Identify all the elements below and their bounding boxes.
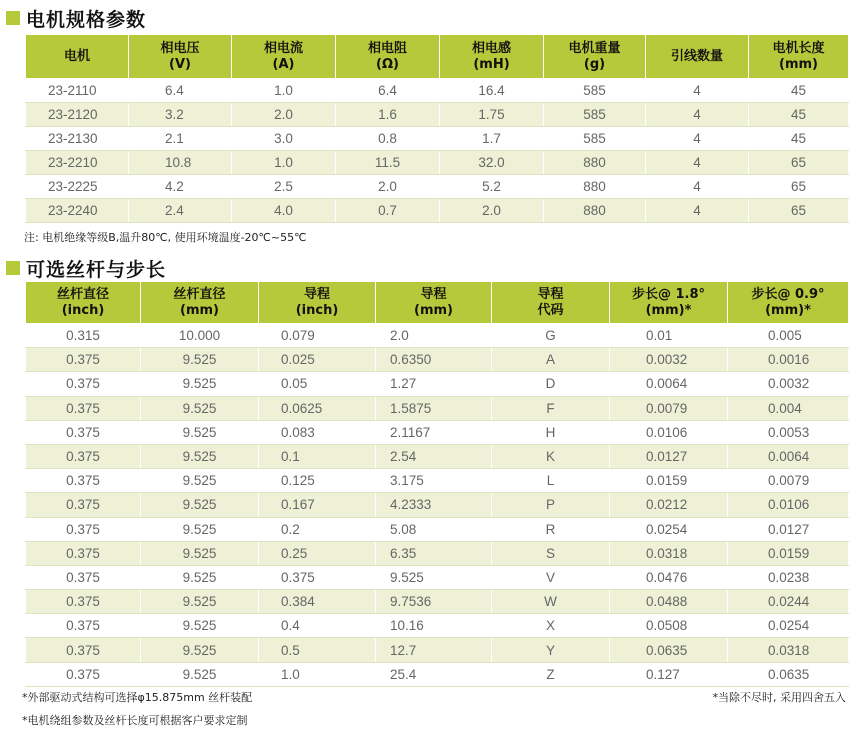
table-row xyxy=(26,348,849,372)
table-cell: 11.5 xyxy=(336,151,440,175)
table-cell: 0.375 xyxy=(26,469,141,493)
table-cell: 0.0053 xyxy=(728,420,849,444)
table-cell: 0.4 xyxy=(259,614,376,638)
table-cell: 0.0254 xyxy=(610,517,728,541)
table-cell: 65 xyxy=(749,175,849,199)
table-cell: 3.2 xyxy=(129,103,232,127)
table-cell: 0.375 xyxy=(26,614,141,638)
table-cell: 2.0 xyxy=(232,103,336,127)
table-cell: V xyxy=(492,565,610,589)
table-cell: 1.6 xyxy=(336,103,440,127)
table-cell: 0.2 xyxy=(259,517,376,541)
table-cell: H xyxy=(492,420,610,444)
table-row xyxy=(26,324,849,348)
screw-header-line1: 步长@ 1.8° xyxy=(631,286,706,302)
screw-note-left: *外部驱动式结构可选择φ15.875mm 丝杆装配 xyxy=(22,691,253,704)
table-cell: 0.004 xyxy=(728,396,849,420)
table-cell: 9.525 xyxy=(141,590,259,614)
table-cell: 9.525 xyxy=(141,614,259,638)
table-cell: 2.1167 xyxy=(376,420,492,444)
table-cell: 9.525 xyxy=(141,638,259,662)
table-row xyxy=(26,372,849,396)
table-cell: 2.5 xyxy=(232,175,336,199)
table-cell: 0.25 xyxy=(259,541,376,565)
table-cell: 2.1 xyxy=(129,127,232,151)
screw-header-line1: 丝杆直径 xyxy=(56,286,109,302)
motor-header-cell xyxy=(336,35,440,79)
table-cell: X xyxy=(492,614,610,638)
table-cell: 0.375 xyxy=(26,590,141,614)
table-cell: K xyxy=(492,444,610,468)
motor-header-cell xyxy=(646,35,749,79)
table-cell: 9.525 xyxy=(141,372,259,396)
table-cell: 880 xyxy=(544,151,646,175)
motor-header-cell xyxy=(544,35,646,79)
table-cell: P xyxy=(492,493,610,517)
table-cell: 4.2 xyxy=(129,175,232,199)
table-cell: 0.0244 xyxy=(728,590,849,614)
table-cell: 0.375 xyxy=(26,396,141,420)
table-cell: 0.6350 xyxy=(376,348,492,372)
screw-header-line1: 导程 xyxy=(303,286,330,302)
table-cell: 2.54 xyxy=(376,444,492,468)
table-cell: 0.8 xyxy=(336,127,440,151)
table-cell: 0.025 xyxy=(259,348,376,372)
motor-header-line1: 相电阻 xyxy=(367,40,407,56)
table-cell: F xyxy=(492,396,610,420)
table-cell: W xyxy=(492,590,610,614)
screw-header-line2: (inch) xyxy=(295,302,339,318)
table-row xyxy=(26,199,849,223)
table-cell: 2.0 xyxy=(376,324,492,348)
table-cell: 1.27 xyxy=(376,372,492,396)
screw-header-line1: 导程 xyxy=(537,286,564,302)
table-cell: 0.0625 xyxy=(259,396,376,420)
table-row xyxy=(26,493,849,517)
table-cell: 0.0079 xyxy=(610,396,728,420)
table-cell: 9.7536 xyxy=(376,590,492,614)
table-cell: 45 xyxy=(749,103,849,127)
table-cell: 1.75 xyxy=(440,103,544,127)
motor-header-cell xyxy=(440,35,544,79)
table-cell: 32.0 xyxy=(440,151,544,175)
table-cell: 65 xyxy=(749,199,849,223)
table-cell: 9.525 xyxy=(141,348,259,372)
table-row xyxy=(26,396,849,420)
table-cell: 9.525 xyxy=(141,517,259,541)
table-cell: 4 xyxy=(646,175,749,199)
lead-screw-table xyxy=(25,281,849,687)
screw-header-cell xyxy=(728,282,849,324)
table-cell: 9.525 xyxy=(141,444,259,468)
table-cell: 0.0079 xyxy=(728,469,849,493)
table-cell: 3.175 xyxy=(376,469,492,493)
table-cell: 9.525 xyxy=(141,420,259,444)
table-row xyxy=(26,638,849,662)
screw-header-line2: (mm)* xyxy=(645,302,692,318)
table-cell: 0.7 xyxy=(336,199,440,223)
table-cell: 3.0 xyxy=(232,127,336,151)
table-cell: 23-2120 xyxy=(26,103,129,127)
table-cell: S xyxy=(492,541,610,565)
table-cell: 585 xyxy=(544,103,646,127)
screw-note-bottom: *电机绕组参数及丝杆长度可根据客户要求定制 xyxy=(22,714,248,727)
table-cell: 0.0159 xyxy=(728,541,849,565)
table-cell: 16.4 xyxy=(440,79,544,103)
screw-header-line2: 代码 xyxy=(537,302,564,318)
motor-header-line1: 相电感 xyxy=(471,40,511,56)
screw-section-title xyxy=(4,256,166,280)
table-cell: 0.0106 xyxy=(728,493,849,517)
table-cell: 45 xyxy=(749,79,849,103)
table-row xyxy=(26,541,849,565)
table-cell: 880 xyxy=(544,175,646,199)
table-cell: 0.375 xyxy=(26,420,141,444)
table-cell: 0.0159 xyxy=(610,469,728,493)
table-cell: 45 xyxy=(749,127,849,151)
table-cell: 2.0 xyxy=(440,199,544,223)
table-cell: R xyxy=(492,517,610,541)
section-square-icon xyxy=(6,11,20,25)
table-cell: 0.0064 xyxy=(610,372,728,396)
table-cell: 2.0 xyxy=(336,175,440,199)
screw-header-line2: (mm)* xyxy=(765,302,811,318)
table-cell: 1.7 xyxy=(440,127,544,151)
table-cell: 6.4 xyxy=(336,79,440,103)
table-cell: 0.375 xyxy=(26,662,141,686)
motor-header-line2: (V) xyxy=(169,56,191,72)
table-cell: 10.16 xyxy=(376,614,492,638)
table-cell: 0.0032 xyxy=(728,372,849,396)
motor-header-line2: (Ω) xyxy=(376,56,399,72)
table-row xyxy=(26,662,849,686)
table-cell: 23-2210 xyxy=(26,151,129,175)
table-cell: 1.5875 xyxy=(376,396,492,420)
motor-header-line2: (A) xyxy=(272,56,295,72)
table-cell: Z xyxy=(492,662,610,686)
table-cell: 0.0635 xyxy=(728,662,849,686)
table-cell: 5.2 xyxy=(440,175,544,199)
table-cell: 2.4 xyxy=(129,199,232,223)
table-cell: 0.005 xyxy=(728,324,849,348)
screw-header-cell xyxy=(610,282,728,324)
table-cell: 25.4 xyxy=(376,662,492,686)
table-row xyxy=(26,79,849,103)
table-row xyxy=(26,614,849,638)
motor-header-cell xyxy=(232,35,336,79)
table-cell: 0.0318 xyxy=(728,638,849,662)
table-cell: G xyxy=(492,324,610,348)
screw-header-line2: (inch) xyxy=(61,302,105,318)
motor-title-text: 电机规格参数 xyxy=(26,8,147,31)
table-cell: 1.0 xyxy=(232,151,336,175)
table-cell: 0.127 xyxy=(610,662,728,686)
motor-section-title xyxy=(4,6,146,30)
table-row xyxy=(26,175,849,199)
table-cell: L xyxy=(492,469,610,493)
table-cell: 4 xyxy=(646,151,749,175)
table-cell: 0.0635 xyxy=(610,638,728,662)
table-cell: 0.375 xyxy=(259,565,376,589)
motor-header-line1: 电机重量 xyxy=(568,40,621,56)
screw-header-cell xyxy=(26,282,141,324)
table-cell: 0.0508 xyxy=(610,614,728,638)
table-cell: 0.375 xyxy=(26,493,141,517)
motor-header-line1: 相电流 xyxy=(263,40,303,56)
table-cell: 4 xyxy=(646,103,749,127)
motor-header-line1: 电机 xyxy=(63,48,90,64)
table-row xyxy=(26,127,849,151)
table-cell: 0.0016 xyxy=(728,348,849,372)
table-cell: 0.05 xyxy=(259,372,376,396)
motor-header-cell xyxy=(26,35,129,79)
table-cell: 4.0 xyxy=(232,199,336,223)
screw-note-right: *当除不尽时, 采用四舍五入 xyxy=(712,691,846,704)
motor-header-line2: (mH) xyxy=(473,56,510,72)
table-cell: 9.525 xyxy=(141,493,259,517)
screw-header-cell xyxy=(492,282,610,324)
table-cell: 0.375 xyxy=(26,348,141,372)
table-cell: 0.0064 xyxy=(728,444,849,468)
table-cell: 0.0476 xyxy=(610,565,728,589)
table-cell: 0.0032 xyxy=(610,348,728,372)
screw-header-line1: 步长@ 0.9° xyxy=(751,286,825,302)
screw-header-cell xyxy=(141,282,259,324)
table-cell: 0.167 xyxy=(259,493,376,517)
table-cell: 23-2240 xyxy=(26,199,129,223)
table-cell: 9.525 xyxy=(141,565,259,589)
screw-header-line2: (mm) xyxy=(180,302,219,318)
table-cell: 0.375 xyxy=(26,372,141,396)
screw-header-line2: (mm) xyxy=(414,302,453,318)
table-cell: 4.2333 xyxy=(376,493,492,517)
screw-header-cell xyxy=(259,282,376,324)
table-cell: 65 xyxy=(749,151,849,175)
table-cell: 585 xyxy=(544,79,646,103)
table-cell: 5.08 xyxy=(376,517,492,541)
screw-title-text: 可选丝杆与步长 xyxy=(26,258,167,281)
table-cell: 0.384 xyxy=(259,590,376,614)
table-cell: 23-2130 xyxy=(26,127,129,151)
table-cell: 585 xyxy=(544,127,646,151)
table-cell: 23-2225 xyxy=(26,175,129,199)
table-cell: 0.375 xyxy=(26,541,141,565)
table-cell: 0.079 xyxy=(259,324,376,348)
table-cell: 0.01 xyxy=(610,324,728,348)
table-cell: 0.0238 xyxy=(728,565,849,589)
table-row xyxy=(26,420,849,444)
table-cell: 0.5 xyxy=(259,638,376,662)
screw-header-cell xyxy=(376,282,492,324)
table-cell: 0.125 xyxy=(259,469,376,493)
table-cell: 1.0 xyxy=(232,79,336,103)
table-cell: 0.0212 xyxy=(610,493,728,517)
table-cell: 0.0254 xyxy=(728,614,849,638)
table-cell: 0.375 xyxy=(26,638,141,662)
table-cell: 0.375 xyxy=(26,565,141,589)
screw-header-line1: 丝杆直径 xyxy=(173,286,226,302)
table-cell: 0.0127 xyxy=(610,444,728,468)
table-row xyxy=(26,103,849,127)
screw-header-line1: 导程 xyxy=(420,286,447,302)
table-cell: 0.315 xyxy=(26,324,141,348)
table-cell: 6.35 xyxy=(376,541,492,565)
motor-header-cell xyxy=(749,35,849,79)
table-cell: A xyxy=(492,348,610,372)
table-cell: 0.375 xyxy=(26,517,141,541)
table-cell: 0.083 xyxy=(259,420,376,444)
table-cell: 880 xyxy=(544,199,646,223)
table-cell: 1.0 xyxy=(259,662,376,686)
table-cell: 9.525 xyxy=(141,396,259,420)
motor-header-line1: 引线数量 xyxy=(670,48,723,64)
table-row xyxy=(26,444,849,468)
motor-header-line1: 相电压 xyxy=(160,40,200,56)
section-square-icon xyxy=(6,261,20,275)
table-cell: 6.4 xyxy=(129,79,232,103)
table-row xyxy=(26,151,849,175)
motor-header-cell xyxy=(129,35,232,79)
table-cell: 9.525 xyxy=(141,541,259,565)
table-cell: 23-2110 xyxy=(26,79,129,103)
table-cell: D xyxy=(492,372,610,396)
table-cell: 0.375 xyxy=(26,444,141,468)
table-cell: 12.7 xyxy=(376,638,492,662)
table-cell: 4 xyxy=(646,79,749,103)
table-row xyxy=(26,590,849,614)
table-cell: 10.000 xyxy=(141,324,259,348)
table-cell: 9.525 xyxy=(141,662,259,686)
table-cell: 4 xyxy=(646,127,749,151)
table-row xyxy=(26,469,849,493)
motor-header-line2: (g) xyxy=(583,56,606,72)
table-row xyxy=(26,565,849,589)
table-cell: 0.1 xyxy=(259,444,376,468)
table-cell: 4 xyxy=(646,199,749,223)
table-cell: Y xyxy=(492,638,610,662)
motor-note: 注: 电机绝缘等级B,温升80℃, 使用环境温度-20℃~55℃ xyxy=(24,231,307,244)
table-cell: 9.525 xyxy=(376,565,492,589)
table-cell: 0.0106 xyxy=(610,420,728,444)
table-cell: 10.8 xyxy=(129,151,232,175)
table-cell: 0.0488 xyxy=(610,590,728,614)
motor-spec-table xyxy=(25,34,849,223)
table-row xyxy=(26,517,849,541)
motor-header-line1: 电机长度 xyxy=(772,40,825,56)
motor-header-line2: (mm) xyxy=(779,56,818,72)
table-cell: 0.0318 xyxy=(610,541,728,565)
table-cell: 0.0127 xyxy=(728,517,849,541)
table-cell: 9.525 xyxy=(141,469,259,493)
